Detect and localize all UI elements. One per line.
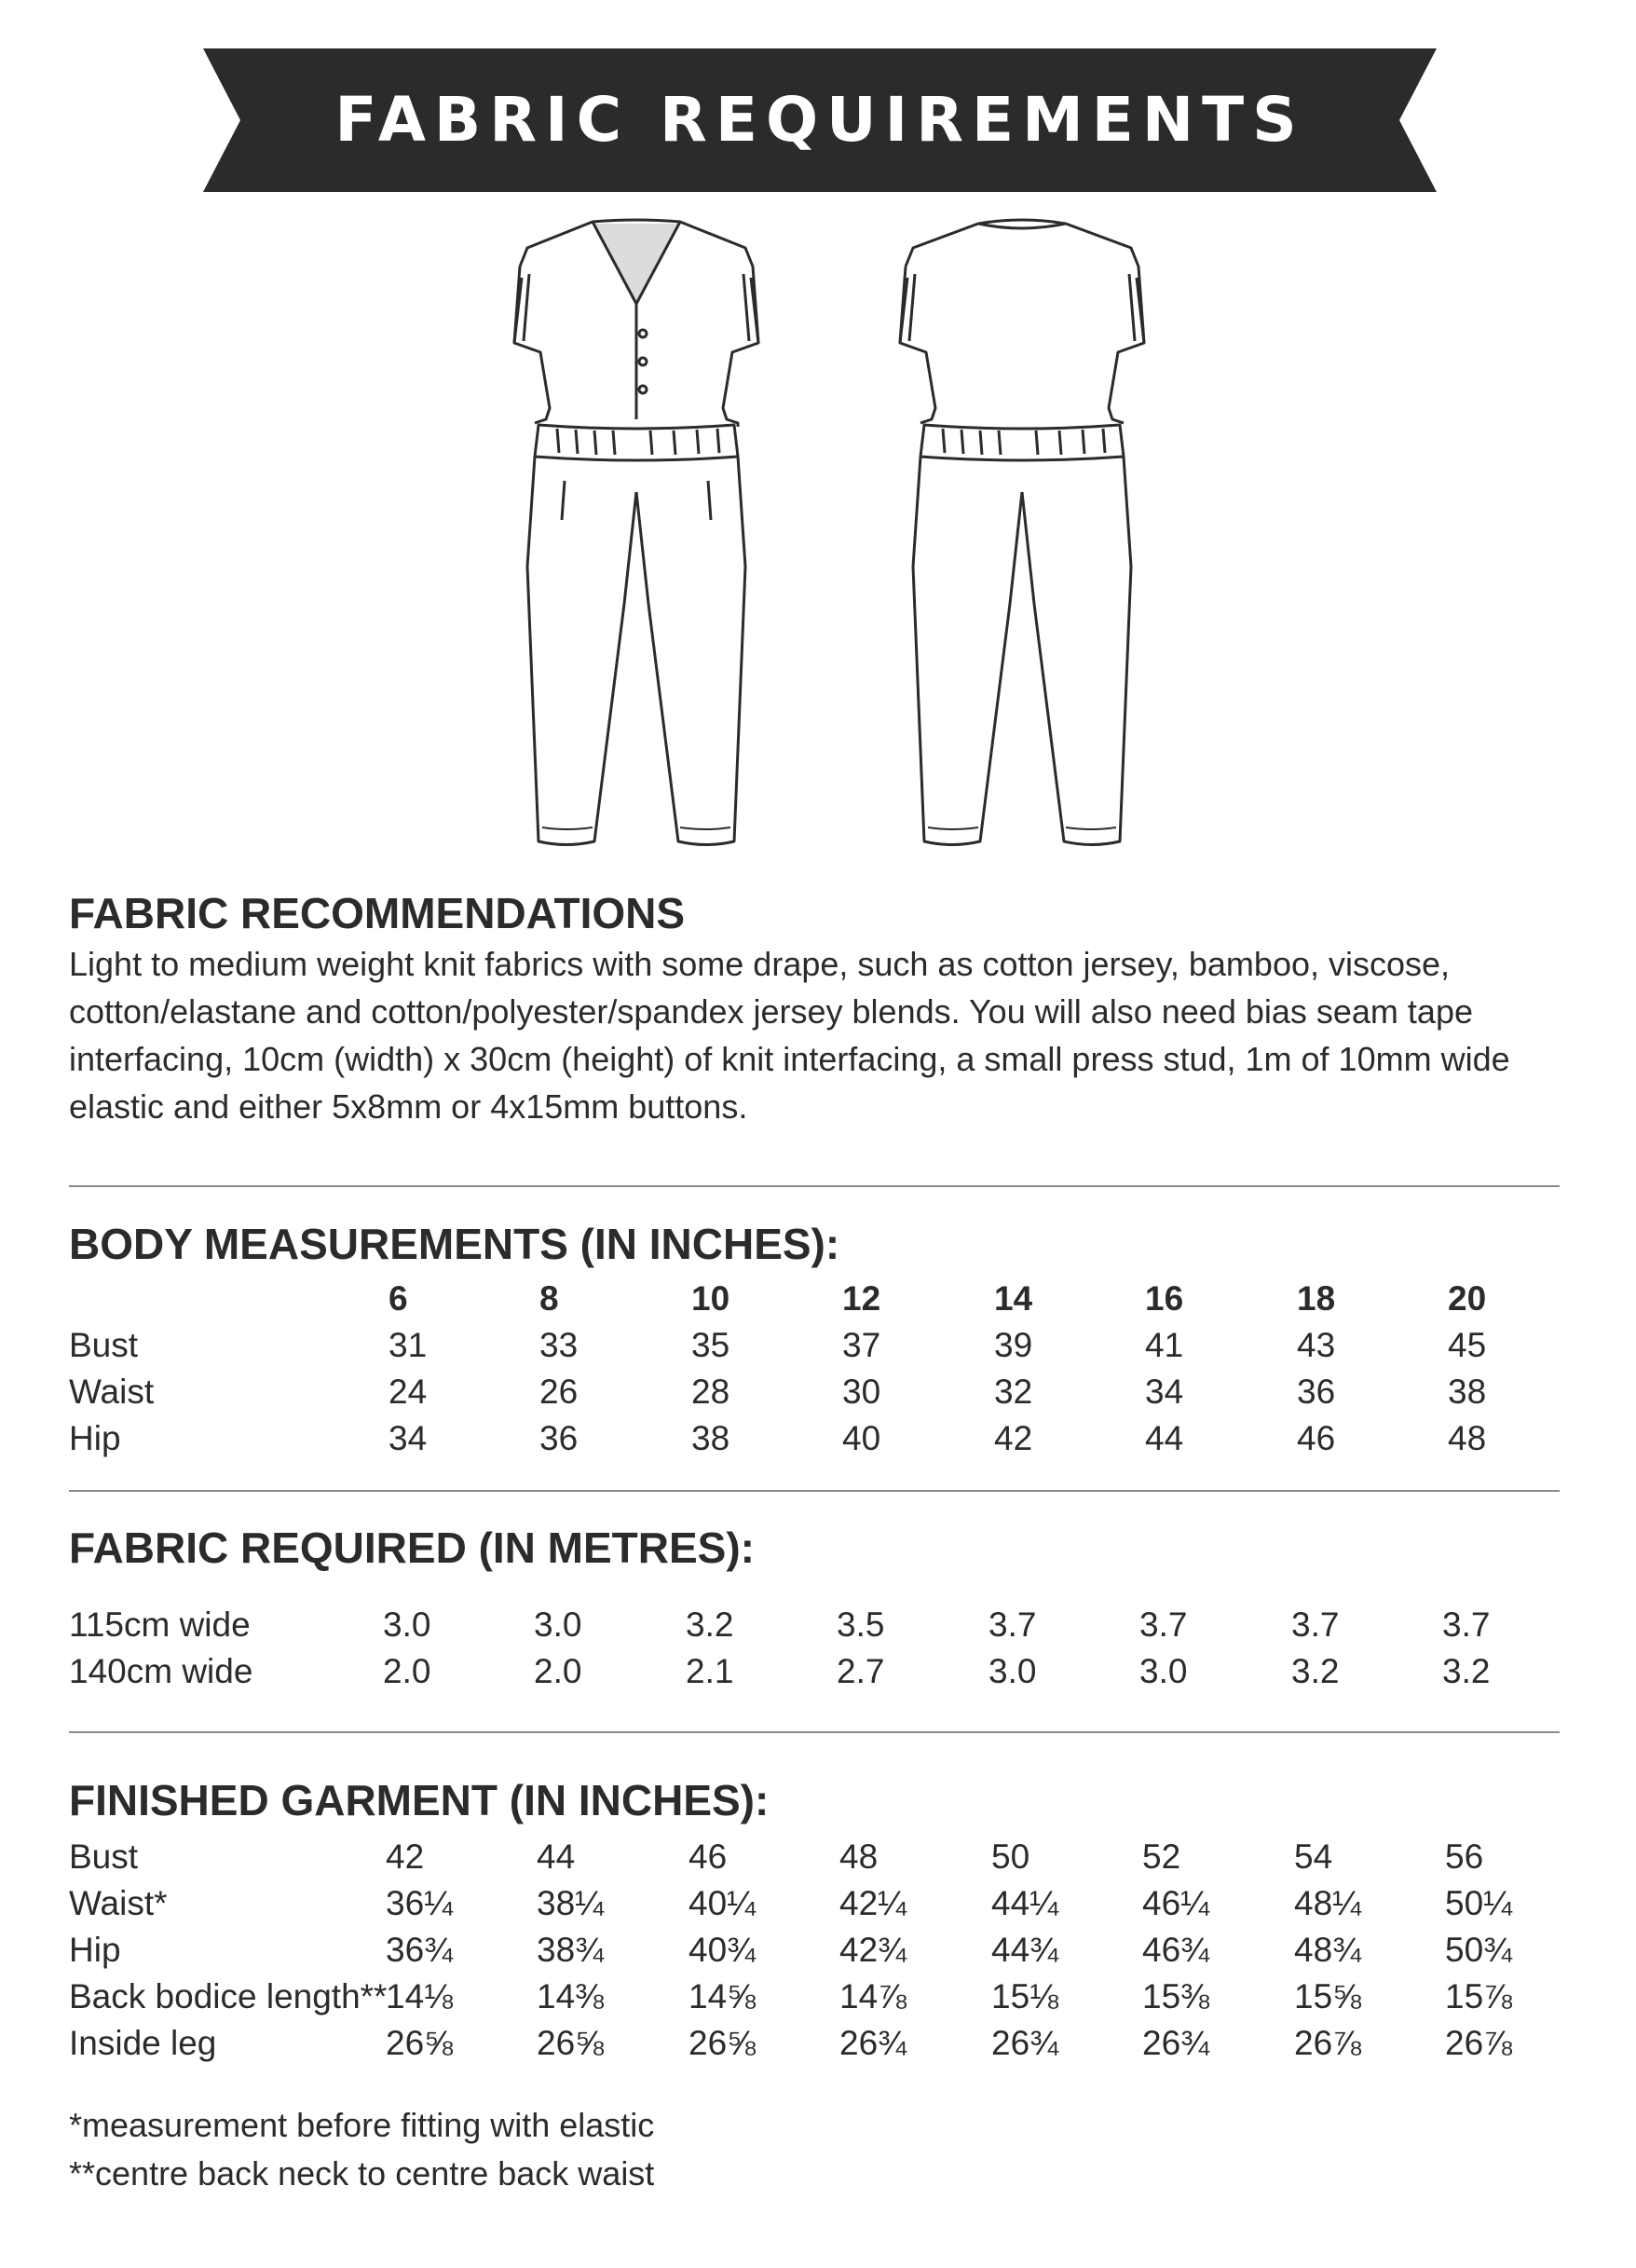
row-label: Bust (69, 1838, 139, 1876)
table-cell: 42¾ (839, 1931, 907, 1969)
table-cell: 38 (1448, 1373, 1487, 1411)
row-label: Bust (69, 1326, 139, 1364)
table-cell: 41 (1145, 1326, 1184, 1364)
table-cell: 26¾ (991, 2024, 1059, 2062)
table-cell: 36 (539, 1419, 579, 1457)
table-cell: 44 (1145, 1419, 1184, 1457)
table-row (69, 1602, 1560, 1648)
table-cell: 14⅝ (688, 1977, 757, 2015)
table-cell: 50¾ (1445, 1931, 1513, 1969)
fabric-recommendations-line: Light to medium weight knit fabrics with some drape, such as cotton jersey, bamboo, viscose, (69, 945, 1451, 983)
row-label: 140cm wide (69, 1652, 253, 1690)
size-header-row (69, 1276, 1560, 1322)
row-label: Hip (69, 1419, 121, 1457)
table-row (69, 1648, 1560, 1695)
table-cell: 3.2 (1291, 1652, 1340, 1690)
fabric-required-section (69, 1523, 1560, 1700)
table-cell: 3.7 (1442, 1605, 1491, 1644)
table-cell: 46¾ (1142, 1931, 1210, 1969)
table-cell: 36¼ (386, 1884, 454, 1922)
table-cell: 40 (842, 1419, 881, 1457)
table-row (69, 1369, 1560, 1415)
table-cell: 50¼ (1445, 1884, 1513, 1922)
jumpsuit-front-icon (511, 212, 762, 869)
table-cell: 43 (1297, 1326, 1336, 1364)
row-label: Hip (69, 1931, 121, 1969)
body-measurements-heading: BODY MEASUREMENTS (IN INCHES): (69, 1220, 840, 1268)
table-cell: 46¼ (1142, 1884, 1210, 1922)
row-label: Waist* (69, 1884, 168, 1922)
fabric-recommendations-text (69, 940, 1560, 1130)
table-cell: 3.0 (534, 1605, 582, 1644)
table-cell: 44 (537, 1838, 576, 1876)
page-title: FABRIC REQUIREMENTS (334, 84, 1305, 156)
table-cell: 15⅛ (991, 1977, 1059, 2015)
fabric-recommendations-heading: FABRIC RECOMMENDATIONS (69, 889, 686, 937)
table-cell: 26⅝ (537, 2024, 605, 2062)
finished-garment-section (69, 1775, 1560, 2083)
table-cell: 36 (1297, 1373, 1336, 1411)
table-cell: 3.7 (1139, 1605, 1188, 1644)
table-cell: 50 (991, 1838, 1030, 1876)
table-cell: 2.7 (837, 1652, 885, 1690)
finished-garment-heading: FINISHED GARMENT (IN INCHES): (69, 1776, 770, 1824)
table-cell: 26⅝ (386, 2024, 454, 2062)
table-cell: 26¾ (839, 2024, 907, 2062)
table-cell: 26⅝ (688, 2024, 757, 2062)
footnote: **centre back neck to centre back waist (69, 2154, 655, 2193)
row-label: 115cm wide (69, 1605, 251, 1644)
table-cell: 37 (842, 1326, 881, 1364)
table-cell: 42¼ (839, 1884, 907, 1922)
row-label: Back bodice length** (69, 1977, 388, 2015)
table-cell: 52 (1142, 1838, 1181, 1876)
table-cell: 3.7 (988, 1605, 1037, 1644)
size-header: 12 (842, 1279, 881, 1318)
table-cell: 14⅞ (839, 1977, 907, 2015)
table-cell: 34 (1145, 1373, 1184, 1411)
jumpsuit-back-icon (896, 212, 1148, 869)
table-cell: 48 (839, 1838, 879, 1876)
table-row (69, 1880, 1560, 1927)
table-cell: 42 (386, 1838, 425, 1876)
table-cell: 15⅝ (1294, 1977, 1362, 2015)
size-header: 14 (994, 1279, 1033, 1318)
table-cell: 38¾ (537, 1931, 605, 1969)
table-cell: 34 (389, 1419, 428, 1457)
table-row (69, 1415, 1560, 1462)
table-cell: 26⅞ (1294, 2024, 1362, 2062)
table-cell: 24 (389, 1373, 428, 1411)
table-cell: 14⅛ (386, 1977, 454, 2015)
table-cell: 48 (1448, 1419, 1487, 1457)
table-cell: 36¾ (386, 1931, 454, 1969)
section-divider (69, 1490, 1560, 1492)
table-cell: 3.5 (837, 1605, 885, 1644)
fabric-recommendations-line: cotton/elastane and cotton/polyester/spandex jersey blends. You will also need bias seam tape (69, 992, 1473, 1031)
fabric-recommendations-line: interfacing, 10cm (width) x 30cm (height) of knit interfacing, a small press stud, 1m of 10mm wide (69, 1040, 1510, 1078)
table-row (69, 1322, 1560, 1369)
table-cell: 3.0 (383, 1605, 431, 1644)
table-cell: 46 (688, 1838, 728, 1876)
table-cell: 54 (1294, 1838, 1333, 1876)
table-cell: 33 (539, 1326, 579, 1364)
table-row (69, 1834, 1560, 1880)
table-cell: 48¼ (1294, 1884, 1362, 1922)
table-cell: 38¼ (537, 1884, 605, 1922)
table-cell: 42 (994, 1419, 1033, 1457)
table-cell: 3.2 (686, 1605, 734, 1644)
table-cell: 26¾ (1142, 2024, 1210, 2062)
size-header: 20 (1448, 1279, 1487, 1318)
fabric-required-heading: FABRIC REQUIRED (IN METRES): (69, 1523, 755, 1572)
table-cell: 2.1 (686, 1652, 734, 1690)
table-cell: 39 (994, 1326, 1033, 1364)
table-cell: 26 (539, 1373, 579, 1411)
table-cell: 3.2 (1442, 1652, 1491, 1690)
section-divider (69, 1185, 1560, 1187)
table-cell: 3.0 (988, 1652, 1037, 1690)
table-cell: 26⅞ (1445, 2024, 1513, 2062)
table-row (69, 1974, 1560, 2020)
table-cell: 2.0 (383, 1652, 431, 1690)
table-cell: 44¾ (991, 1931, 1059, 1969)
table-cell: 46 (1297, 1419, 1336, 1457)
row-label: Inside leg (69, 2024, 217, 2062)
table-cell: 44¼ (991, 1884, 1059, 1922)
title-banner (203, 48, 1437, 192)
size-header: 8 (539, 1279, 559, 1318)
size-header: 10 (691, 1279, 730, 1318)
size-header: 16 (1145, 1279, 1184, 1318)
table-cell: 3.7 (1291, 1605, 1340, 1644)
table-cell: 56 (1445, 1838, 1484, 1876)
footnote: *measurement before fitting with elastic (69, 2106, 655, 2144)
table-cell: 2.0 (534, 1652, 582, 1690)
table-cell: 28 (691, 1373, 730, 1411)
size-header: 6 (389, 1279, 408, 1318)
table-cell: 38 (691, 1419, 730, 1457)
body-measurements-section (69, 1219, 1560, 1461)
table-cell: 30 (842, 1373, 881, 1411)
row-label: Waist (69, 1373, 155, 1411)
table-row (69, 2020, 1560, 2067)
table-cell: 3.0 (1139, 1652, 1188, 1690)
table-cell: 40¾ (688, 1931, 757, 1969)
table-row (69, 1927, 1560, 1974)
table-cell: 40¼ (688, 1884, 757, 1922)
size-header: 18 (1297, 1279, 1336, 1318)
table-cell: 31 (389, 1326, 428, 1364)
table-cell: 35 (691, 1326, 730, 1364)
table-cell: 48¾ (1294, 1931, 1362, 1969)
fabric-recommendations-section (69, 888, 1560, 1130)
table-cell: 14⅜ (537, 1977, 605, 2015)
table-cell: 32 (994, 1373, 1033, 1411)
section-divider (69, 1731, 1560, 1733)
table-cell: 45 (1448, 1326, 1487, 1364)
table-cell: 15⅞ (1445, 1977, 1513, 2015)
table-cell: 15⅜ (1142, 1977, 1210, 2015)
fabric-recommendations-line: elastic and either 5x8mm or 4x15mm buttons. (69, 1087, 748, 1126)
